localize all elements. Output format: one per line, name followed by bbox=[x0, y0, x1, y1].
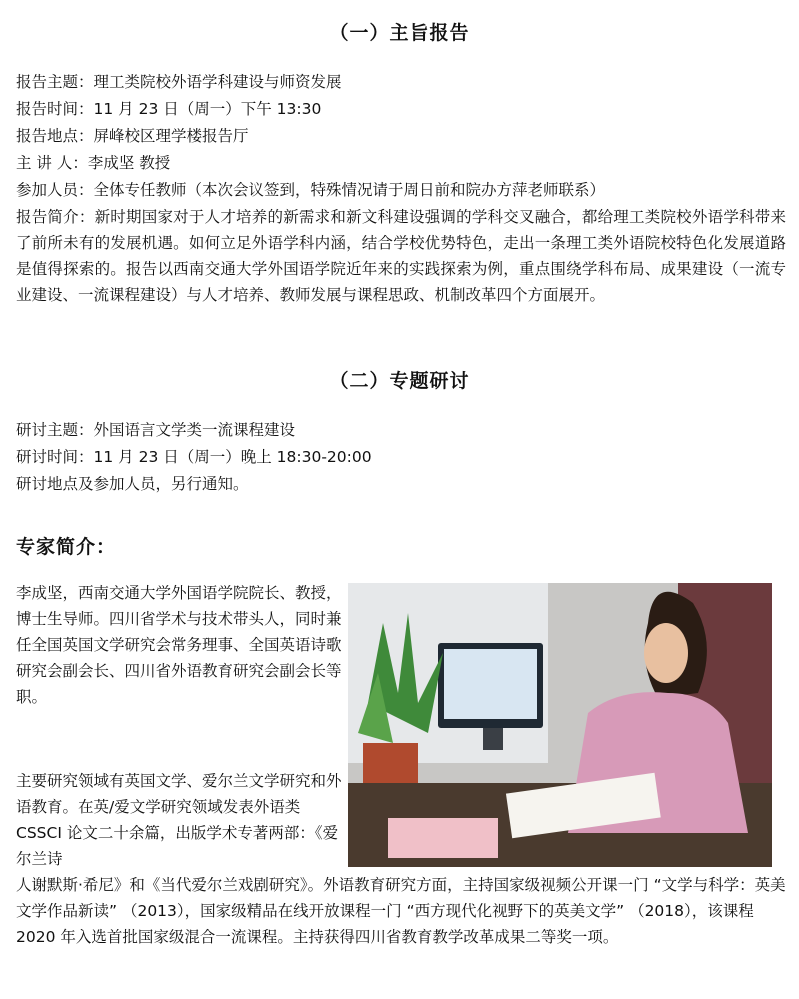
report-location: 报告地点：屏峰校区理学楼报告厅 bbox=[16, 127, 249, 145]
section2-heading: （二）专题研讨 bbox=[329, 370, 470, 392]
report-intro: 报告简介：新时期国家对于人才培养的新需求和新文科建设强调的学科交叉融合，都给理工类院校外语学科带来了前所未有的发展机遇。如何立足外语学科内涵，结合学校优势特色，走出一条理工类外语院校特色化发展道路是值得探索的。报告以西南交通大学外国语学院近年来的实践探索为例，重点围绕学科布局、成果建设（一流专业建设、一流课程建设）与人才培养、教师发展与课程思政、机制改革四个方面展开。 bbox=[16, 208, 786, 304]
expert-bio-2: 主要研究领域有英国文学、爱尔兰文学研究和外语教育。在英/爱文学研究领域发表外语类 CSSCI 论文二十余篇，出版学术专著两部：《爱尔兰诗 bbox=[16, 772, 342, 868]
expert-bio-1: 李成坚，西南交通大学外国语学院院长、教授，博士生导师。四川省学术与技术带头人，同时兼任全国英国文学研究会常务理事、全国英语诗歌研究会副会长、四川省外语教育研究会副会长等职。 bbox=[16, 584, 342, 706]
expert-bio-3: 人谢默斯·希尼》和《当代爱尔兰戏剧研究》。外语教育研究方面，主持国家级视频公开课一门 “文学与科学：英美文学作品新读” （2013），国家级精品在线开放课程一门 “西方现代化视野下的英美文学” （2018），该课程 2020 年入选首批国家级混合一流课程。主持获得四川省教育教学改革成果二等奖一项。 bbox=[16, 876, 786, 946]
discussion-note: 研讨地点及参加人员，另行通知。 bbox=[16, 475, 249, 493]
discussion-topic: 研讨主题：外国语言文学类一流课程建设 bbox=[16, 421, 296, 439]
report-speaker: 主 讲 人：李成坚 教授 bbox=[16, 154, 171, 172]
speaker-photo bbox=[348, 583, 772, 867]
section1-heading: （一）主旨报告 bbox=[329, 22, 470, 44]
report-time: 报告时间：11 月 23 日（周一）下午 13:30 bbox=[16, 100, 322, 118]
expert-heading: 专家简介： bbox=[16, 536, 117, 558]
report-topic: 报告主题：理工类院校外语学科建设与师资发展 bbox=[16, 73, 342, 91]
discussion-time: 研讨时间：11 月 23 日（周一）晚上 18:30-20:00 bbox=[16, 448, 372, 466]
report-attendees: 参加人员：全体专任教师（本次会议签到，特殊情况请于周日前和院办方萍老师联系） bbox=[16, 181, 606, 199]
